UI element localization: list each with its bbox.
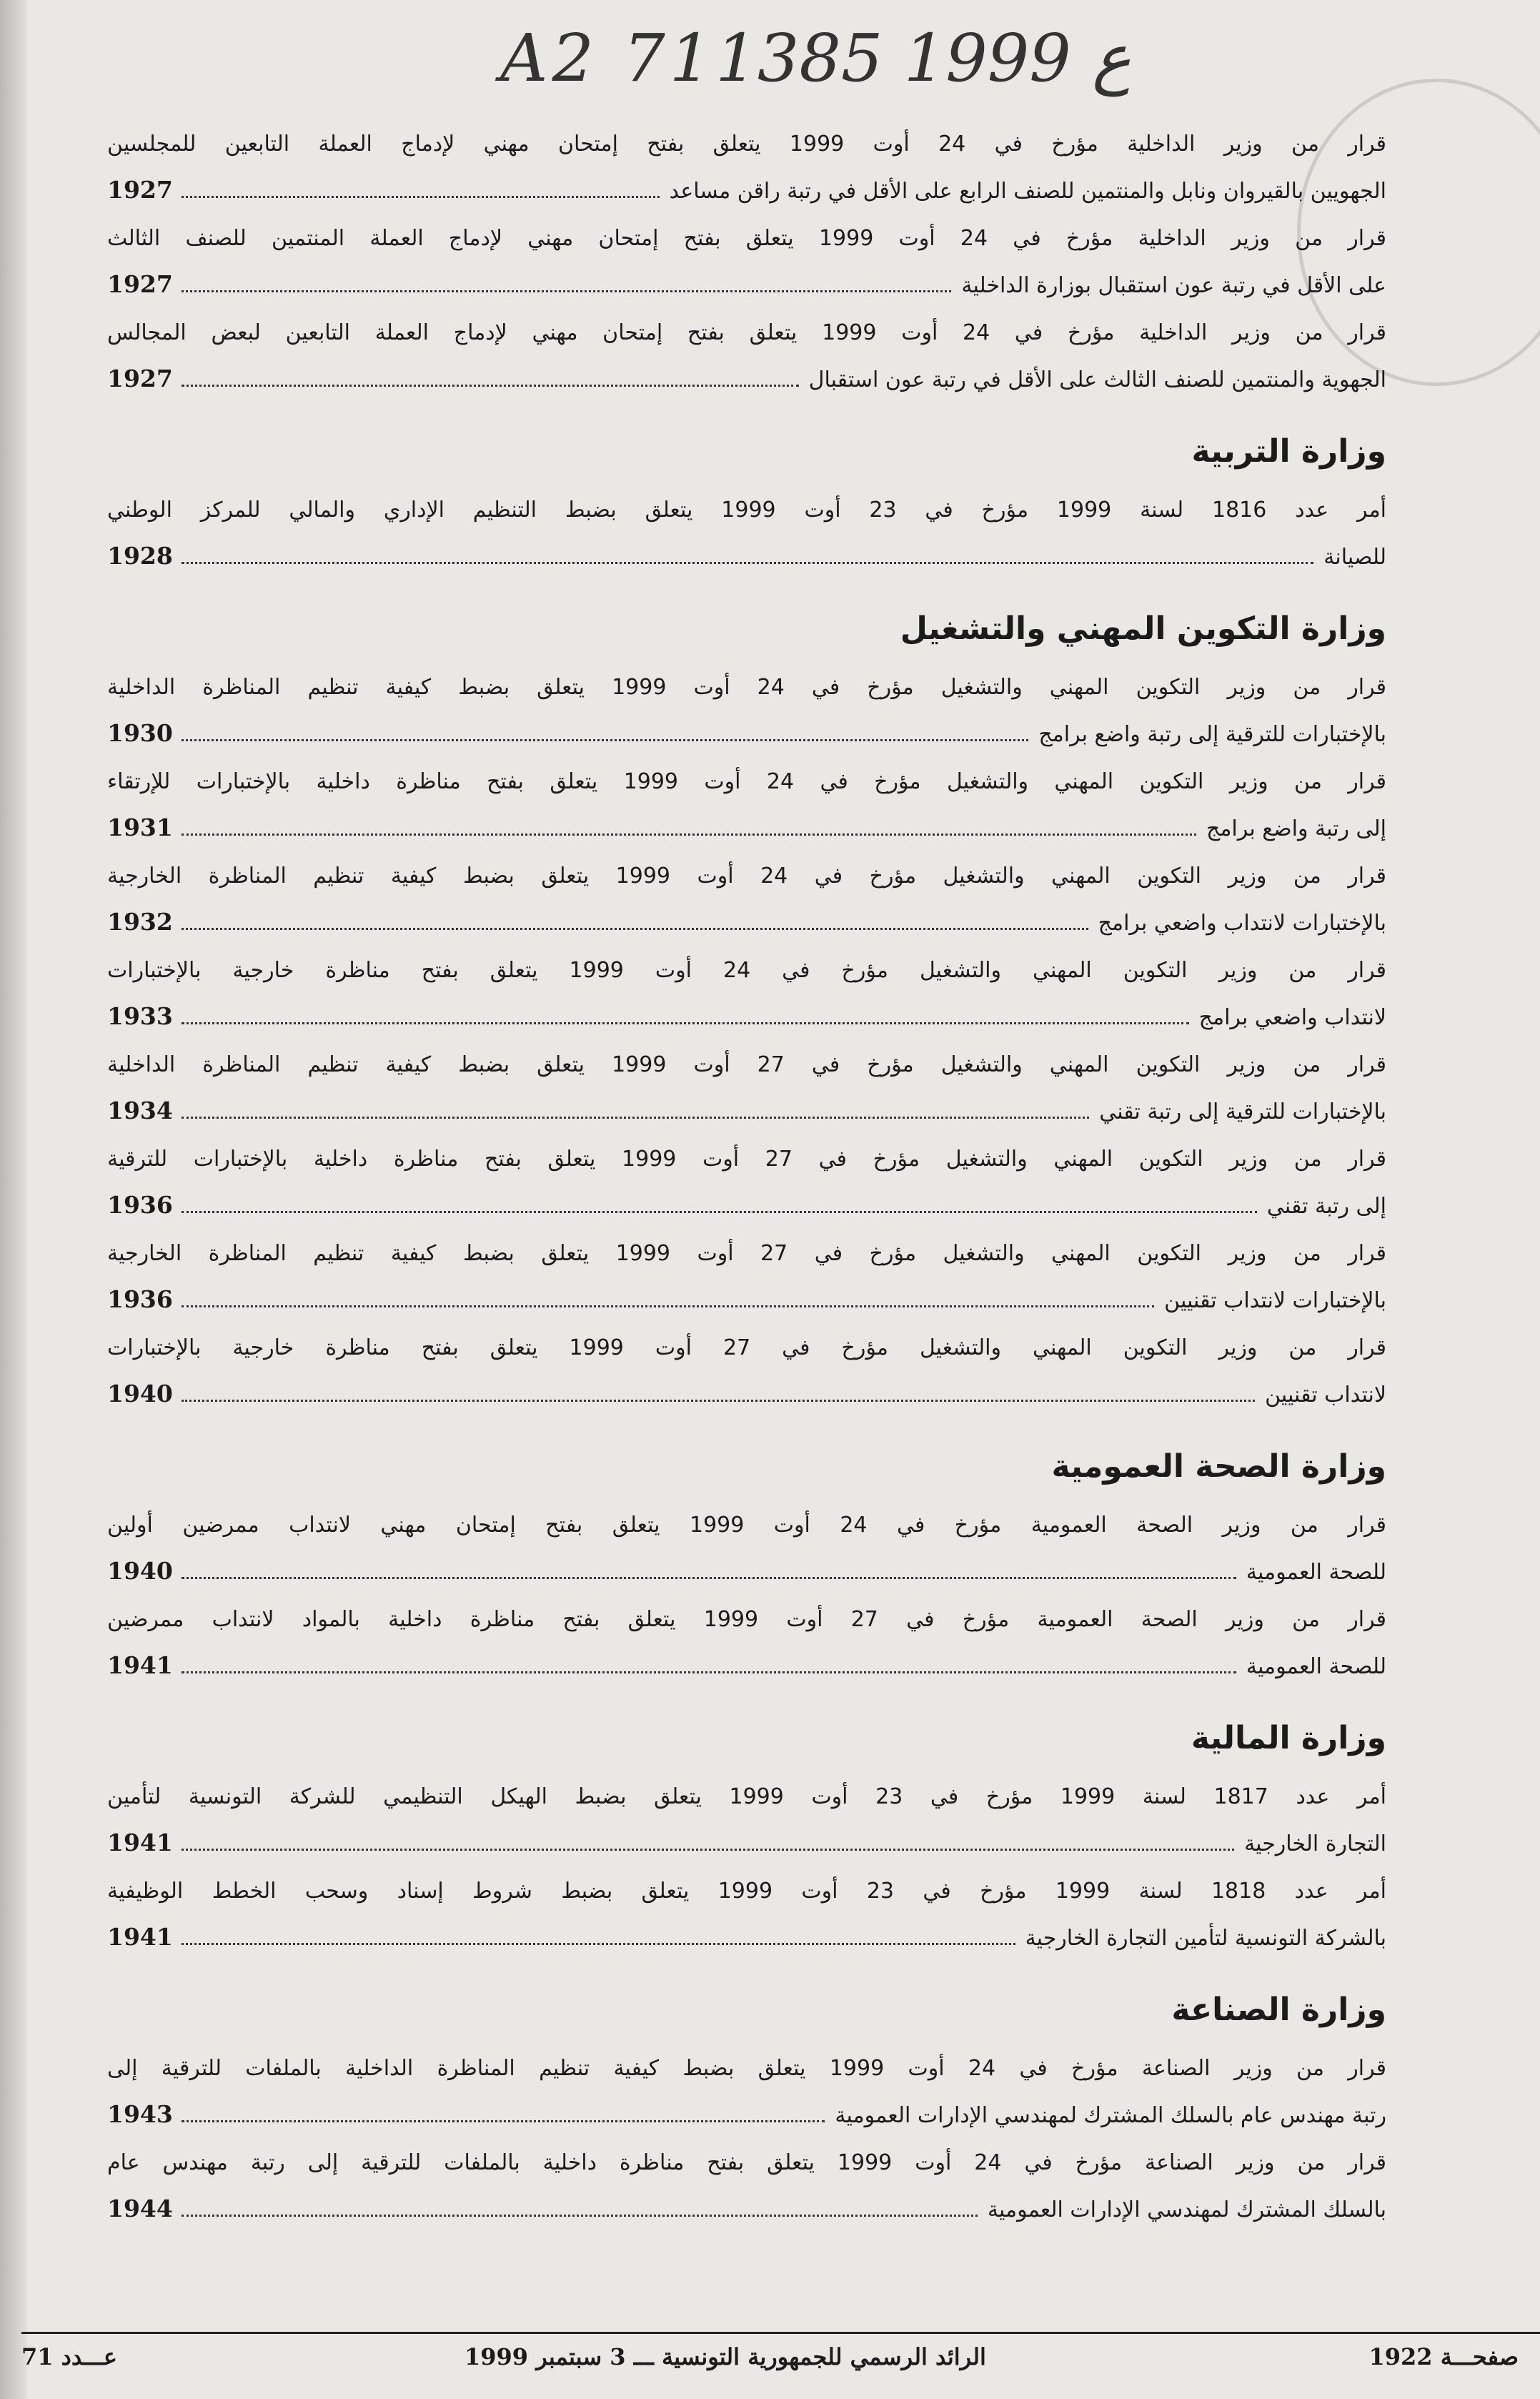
toc-entry[interactable] bbox=[107, 1597, 1386, 1690]
entry-last-line bbox=[107, 1277, 1386, 1324]
entry-text-line: قرار من وزير التكوين المهني والتشغيل مؤرخ في 24 أوت 1999 يتعلق بفتح مناظرة داخلية بالإختبارات للإرتقاء bbox=[107, 769, 1386, 794]
toc-entry[interactable] bbox=[107, 122, 1386, 214]
entry-text-line: قرار من وزير التكوين المهني والتشغيل مؤرخ في 27 أوت 1999 يتعلق بضبط كيفية تنظيم المناظرة الخارجية bbox=[107, 1241, 1386, 1266]
dot-leader bbox=[182, 1400, 1255, 1402]
entry-page-number: 1928 bbox=[107, 542, 173, 570]
entry-page-number: 1933 bbox=[107, 1002, 173, 1030]
entry-last-line bbox=[107, 2092, 1386, 2139]
entry-text-end: الجهوية والمنتمين للصنف الثالث على الأقل في رتبة عون استقبال bbox=[808, 367, 1386, 392]
entry-text-line: قرار من وزير الصحة العمومية مؤرخ في 27 أوت 1999 يتعلق بفتح مناظرة داخلية بالمواد لانتداب ممرضين bbox=[107, 1607, 1386, 1632]
entry-page-number: 1941 bbox=[107, 1651, 173, 1679]
entry-last-line bbox=[107, 1371, 1386, 1418]
dot-leader bbox=[182, 1305, 1154, 1307]
footer-page-label: صفحـــة bbox=[1440, 2343, 1519, 2370]
dot-leader bbox=[182, 1022, 1189, 1024]
ministry-heading: وزارة المالية bbox=[1191, 1720, 1386, 1756]
entry-last-line bbox=[107, 1548, 1386, 1596]
entry-last-line bbox=[107, 1182, 1386, 1230]
entry-text-end: بالإختبارات لانتداب واضعي برامج bbox=[1098, 911, 1386, 936]
toc-entry[interactable] bbox=[107, 1325, 1386, 1418]
entry-last-line bbox=[107, 2186, 1386, 2233]
entry-last-line bbox=[107, 167, 1386, 214]
entry-text-end: رتبة مهندس عام بالسلك المشترك لمهندسي الإدارات العمومية bbox=[835, 2103, 1386, 2128]
entry-text-end: بالشركة التونسية لتأمين التجارة الخارجية bbox=[1025, 1926, 1386, 1951]
entry-page-number: 1927 bbox=[107, 176, 173, 204]
entry-page-number: 1927 bbox=[107, 270, 173, 298]
entry-page-number: 1936 bbox=[107, 1191, 173, 1219]
footer-page bbox=[1369, 2343, 1519, 2370]
ministry-heading: وزارة الصحة العمومية bbox=[1051, 1448, 1386, 1485]
entry-last-line bbox=[107, 711, 1386, 758]
entry-page-number: 1943 bbox=[107, 2100, 173, 2128]
entry-text-end: على الأقل في رتبة عون استقبال بوزارة الداخلية bbox=[961, 273, 1386, 298]
entry-text-line: قرار من وزير التكوين المهني والتشغيل مؤرخ في 24 أوت 1999 يتعلق بفتح مناظرة خارجية بالإختبارات bbox=[107, 958, 1386, 983]
ministry-heading: وزارة التربية bbox=[1191, 433, 1386, 470]
handwritten-annotation: A2 71ع 1999 1385 bbox=[500, 20, 1131, 97]
ministry-section bbox=[107, 1438, 1386, 1690]
entry-text-line: قرار من وزير الداخلية مؤرخ في 24 أوت 1999 يتعلق بفتح إمتحان مهني لإدماج العملة التابعين للمجلسين bbox=[107, 132, 1386, 157]
entry-last-line bbox=[107, 994, 1386, 1041]
entry-text-line: قرار من وزير التكوين المهني والتشغيل مؤرخ في 27 أوت 1999 يتعلق بفتح مناظرة داخلية بالإختبارات للترقية bbox=[107, 1147, 1386, 1172]
entry-text-end: بالإختبارات للترقية إلى رتبة واضع برامج bbox=[1038, 722, 1386, 747]
dot-leader bbox=[182, 1117, 1089, 1119]
footer-issue: عـــدد 71 bbox=[21, 2343, 117, 2370]
toc-entry[interactable] bbox=[107, 759, 1386, 852]
toc-entry[interactable] bbox=[107, 1774, 1386, 1867]
dot-leader bbox=[182, 1943, 1015, 1945]
entry-text-line: قرار من وزير التكوين المهني والتشغيل مؤرخ في 27 أوت 1999 يتعلق بضبط كيفية تنظيم المناظرة الداخلية bbox=[107, 1052, 1386, 1077]
entry-page-number: 1930 bbox=[107, 719, 173, 747]
dot-leader bbox=[182, 1211, 1257, 1213]
entry-last-line bbox=[107, 1914, 1386, 1962]
entry-text-end: بالإختبارات للترقية إلى رتبة تقني bbox=[1099, 1099, 1386, 1124]
entry-text-line: أمر عدد 1816 لسنة 1999 مؤرخ في 23 أوت 1999 يتعلق بضبط التنظيم الإداري والمالي للمركز الوطني bbox=[107, 498, 1386, 523]
dot-leader bbox=[182, 562, 1313, 564]
entry-page-number: 1932 bbox=[107, 908, 173, 936]
entry-page-number: 1940 bbox=[107, 1557, 173, 1585]
entry-text-end: إلى رتبة تقني bbox=[1266, 1194, 1386, 1219]
toc-entry[interactable] bbox=[107, 854, 1386, 946]
dot-leader bbox=[182, 928, 1088, 930]
entry-text-end: التجارة الخارجية bbox=[1244, 1831, 1386, 1856]
dot-leader bbox=[182, 2215, 978, 2217]
entry-text-end: إلى رتبة واضع برامج bbox=[1206, 816, 1386, 841]
dot-leader bbox=[182, 196, 660, 198]
toc-entry[interactable] bbox=[107, 2140, 1386, 2233]
dot-leader bbox=[182, 385, 799, 387]
ministry-section bbox=[107, 1710, 1386, 1962]
toc-entry[interactable] bbox=[107, 1231, 1386, 1324]
toc-entry[interactable] bbox=[107, 488, 1386, 580]
toc-entry[interactable] bbox=[107, 1503, 1386, 1596]
entry-text-line: قرار من وزير التكوين المهني والتشغيل مؤرخ في 24 أوت 1999 يتعلق بضبط كيفية تنظيم المناظرة الخارجية bbox=[107, 864, 1386, 889]
entry-page-number: 1941 bbox=[107, 1829, 173, 1856]
table-of-contents bbox=[107, 122, 1386, 2235]
toc-entry[interactable] bbox=[107, 310, 1386, 403]
entry-last-line bbox=[107, 1820, 1386, 1867]
entry-page-number: 1940 bbox=[107, 1380, 173, 1408]
entry-page-number: 1941 bbox=[107, 1923, 173, 1951]
entry-text-line: قرار من وزير الصناعة مؤرخ في 24 أوت 1999 يتعلق بفتح مناظرة داخلية بالملفات للترقية إلى رتبة مهندس عام bbox=[107, 2150, 1386, 2175]
dot-leader bbox=[182, 1577, 1236, 1579]
ministry-section bbox=[107, 423, 1386, 580]
toc-entry[interactable] bbox=[107, 1869, 1386, 1962]
toc-entry[interactable] bbox=[107, 2046, 1386, 2139]
entry-text-line: أمر عدد 1817 لسنة 1999 مؤرخ في 23 أوت 1999 يتعلق بضبط الهيكل التنظيمي للشركة التونسية لتأمين bbox=[107, 1784, 1386, 1809]
entry-last-line bbox=[107, 805, 1386, 852]
footer-rule bbox=[21, 2332, 1540, 2334]
entry-text-line: قرار من وزير التكوين المهني والتشغيل مؤرخ في 27 أوت 1999 يتعلق بفتح مناظرة خارجية بالإختبارات bbox=[107, 1335, 1386, 1360]
entry-page-number: 1927 bbox=[107, 365, 173, 392]
toc-entry[interactable] bbox=[107, 216, 1386, 309]
entry-text-end: لانتداب تقنيين bbox=[1265, 1382, 1386, 1408]
entry-last-line bbox=[107, 533, 1386, 580]
entry-text-end: للصحة العمومية bbox=[1246, 1654, 1386, 1679]
dot-leader bbox=[182, 1849, 1234, 1851]
footer-page-number: 1922 bbox=[1368, 2343, 1433, 2370]
entry-text-line: قرار من وزير الداخلية مؤرخ في 24 أوت 1999 يتعلق بفتح إمتحان مهني لإدماج العملة التابعين لبعض المجالس bbox=[107, 320, 1386, 345]
ministry-heading: وزارة الصناعة bbox=[1171, 1992, 1386, 2028]
entry-text-line: قرار من وزير الداخلية مؤرخ في 24 أوت 1999 يتعلق بفتح إمتحان مهني لإدماج العملة المنتمين للصنف الثالث bbox=[107, 226, 1386, 251]
entry-page-number: 1931 bbox=[107, 813, 173, 841]
entry-text-line: قرار من وزير التكوين المهني والتشغيل مؤرخ في 24 أوت 1999 يتعلق بضبط كيفية تنظيم المناظرة الداخلية bbox=[107, 675, 1386, 700]
entry-text-end: للصحة العمومية bbox=[1246, 1560, 1386, 1585]
toc-entry[interactable] bbox=[107, 1042, 1386, 1135]
dot-leader bbox=[182, 290, 951, 292]
entry-last-line bbox=[107, 1088, 1386, 1135]
entry-text-end: لانتداب واضعي برامج bbox=[1198, 1005, 1386, 1030]
entry-page-number: 1944 bbox=[107, 2195, 173, 2222]
entry-page-number: 1934 bbox=[107, 1097, 173, 1124]
entry-text-end: بالإختبارات لانتداب تقنيين bbox=[1164, 1288, 1386, 1313]
entry-last-line bbox=[107, 356, 1386, 403]
toc-entry[interactable] bbox=[107, 948, 1386, 1041]
entry-text-line: قرار من وزير الصحة العمومية مؤرخ في 24 أوت 1999 يتعلق بفتح إمتحان مهني لانتداب ممرضين أولين bbox=[107, 1513, 1386, 1538]
scan-edge-shadow bbox=[0, 0, 27, 2399]
toc-entry[interactable] bbox=[107, 665, 1386, 758]
entry-page-number: 1936 bbox=[107, 1285, 173, 1313]
entry-text-line: أمر عدد 1818 لسنة 1999 مؤرخ في 23 أوت 1999 يتعلق بضبط شروط إسناد وسحب الخطط الوظيفية bbox=[107, 1879, 1386, 1904]
ministry-section bbox=[107, 600, 1386, 1418]
ministry-section bbox=[107, 1982, 1386, 2233]
dot-leader bbox=[182, 2120, 825, 2122]
footer-title: الرائد الرسمي للجمهورية التونسية ـــ 3 سبتمبر 1999 bbox=[465, 2343, 986, 2370]
dot-leader bbox=[182, 1671, 1236, 1673]
dot-leader bbox=[182, 834, 1196, 836]
entry-last-line bbox=[107, 899, 1386, 946]
ministry-heading: وزارة التكوين المهني والتشغيل bbox=[900, 610, 1386, 647]
entry-text-end: الجهويين بالقيروان ونابل والمنتمين للصنف الرابع على الأقل في رتبة راقن مساعد bbox=[669, 179, 1386, 204]
entry-last-line bbox=[107, 262, 1386, 309]
toc-entry[interactable] bbox=[107, 1137, 1386, 1230]
entry-last-line bbox=[107, 1643, 1386, 1690]
dot-leader bbox=[182, 739, 1028, 741]
entry-text-end: للصيانة bbox=[1323, 545, 1386, 570]
entry-text-line: قرار من وزير الصناعة مؤرخ في 24 أوت 1999 يتعلق بضبط كيفية تنظيم المناظرة الداخلية بالملفات للترقية إلى bbox=[107, 2056, 1386, 2081]
entry-text-end: بالسلك المشترك لمهندسي الإدارات العمومية bbox=[987, 2197, 1386, 2222]
ministry-section bbox=[107, 122, 1386, 403]
